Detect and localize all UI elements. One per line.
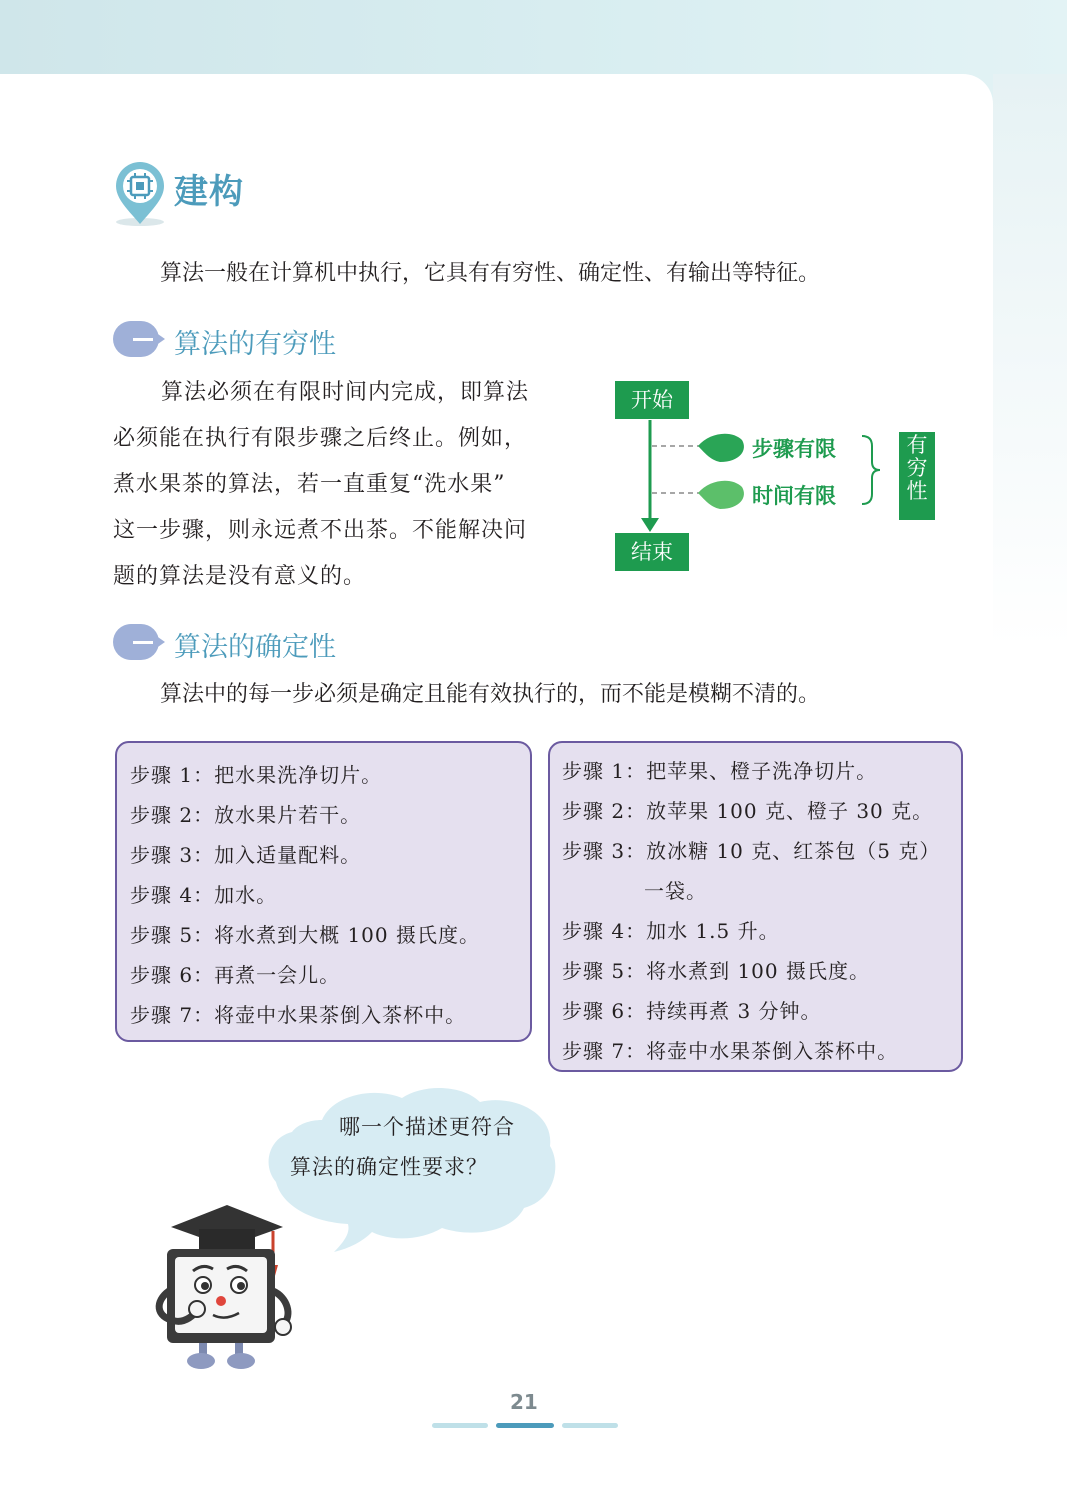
paragraph-line: 必须能在执行有限步骤之后终止。例如， <box>113 426 528 451</box>
step-line: 步骤 2：放水果片若干。 <box>130 803 362 827</box>
step-line: 步骤 2：放苹果 100 克、橙子 30 克。 <box>562 799 934 823</box>
step-line-continued: 一袋。 <box>644 879 707 903</box>
step-line: 步骤 7：将壶中水果茶倒入茶杯中。 <box>130 1003 467 1027</box>
page-bar-center <box>496 1423 554 1428</box>
step-line: 步骤 5：将水煮到大概 100 摄氏度。 <box>130 923 480 947</box>
step-line: 步骤 7：将壶中水果茶倒入茶杯中。 <box>562 1039 899 1063</box>
page-bar-right <box>562 1423 618 1428</box>
chip-pin-icon <box>112 158 168 228</box>
section-2-badge <box>113 624 159 660</box>
step-line: 步骤 1：把水果洗净切片。 <box>130 763 383 787</box>
mascot-computer-graduate <box>155 1205 300 1375</box>
paragraph-line: 算法必须在有限时间内完成，即算法 <box>161 380 530 405</box>
flow-end-box: 结束 <box>615 533 689 571</box>
intro-text: 算法一般在计算机中执行，它具有有穷性、确定性、有输出等特征。 <box>160 261 821 286</box>
section-1-title: 算法的有穷性 <box>174 329 336 360</box>
section-2-description: 算法中的每一步必须是确定且能有效执行的，而不能是模糊不清的。 <box>160 682 821 707</box>
step-line: 步骤 4：加水。 <box>130 883 278 907</box>
flow-condition-steps: 步骤有限 <box>752 437 836 461</box>
section-1-paragraph <box>113 370 588 600</box>
flow-result-box: 有穷性 <box>899 432 935 520</box>
step-line: 步骤 5：将水煮到 100 摄氏度。 <box>562 959 870 983</box>
step-line: 步骤 1：把苹果、橙子洗净切片。 <box>562 759 878 783</box>
paragraph-line: 这一步骤，则永远煮不出茶。不能解决问 <box>113 518 528 543</box>
section-2-title: 算法的确定性 <box>174 632 336 663</box>
step-line: 步骤 6：再煮一会儿。 <box>130 963 341 987</box>
step-line: 步骤 4：加水 1.5 升。 <box>562 919 780 943</box>
flow-condition-time: 时间有限 <box>752 484 836 508</box>
steps-box-vague <box>115 741 532 1042</box>
paragraph-line: 题的算法是没有意义的。 <box>113 564 367 589</box>
step-line: 步骤 3：放冰糖 10 克、红茶包（5 克） <box>562 839 941 863</box>
page-number: 21 <box>510 1390 538 1414</box>
section-1-badge <box>113 321 159 357</box>
flow-start-box: 开始 <box>615 381 689 419</box>
bubble-line-2: 算法的确定性要求？ <box>290 1155 488 1179</box>
paragraph-line: 煮水果茶的算法，若一直重复“洗水果” <box>113 472 506 497</box>
step-line: 步骤 6：持续再煮 3 分钟。 <box>562 999 822 1023</box>
step-line: 步骤 3：加入适量配料。 <box>130 843 362 867</box>
steps-box-precise <box>548 741 963 1072</box>
right-strip <box>993 74 1067 1509</box>
bubble-line-1: 哪一个描述更符合 <box>339 1115 515 1139</box>
page-bar-left <box>432 1423 488 1428</box>
page-title: 建构 <box>174 172 244 212</box>
